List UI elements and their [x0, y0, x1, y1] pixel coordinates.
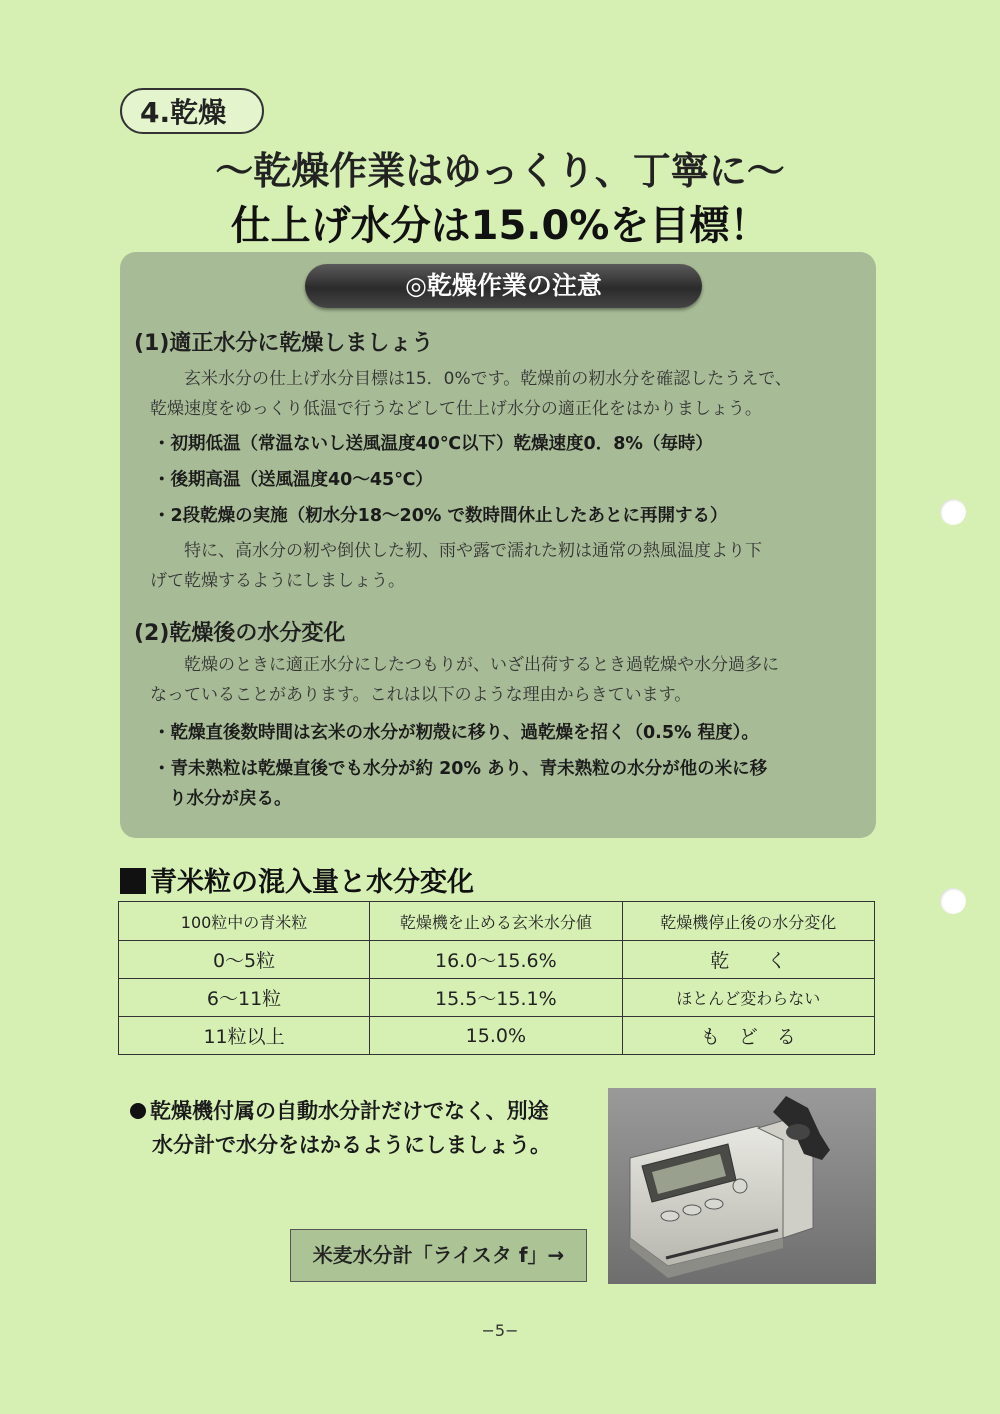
moisture-meter-image [608, 1088, 876, 1284]
panel-title: ◎乾燥作業の注意 [305, 264, 702, 308]
bullet-item: ・初期低温（常温ないし送風温度40℃以下）乾燥速度0．8%（毎時） [153, 434, 713, 454]
punch-hole-upper [940, 499, 966, 525]
table-header-row [119, 902, 875, 941]
table-title: 青米粒の混入量と水分変化 [120, 860, 474, 899]
bullet-item: ・乾燥直後数時間は玄米の水分が籾殻に移り、過乾燥を招く（0.5% 程度）。 [153, 723, 759, 743]
page-headline: 仕上げ水分は15.0%を目標！ [230, 203, 770, 249]
table-row [119, 941, 875, 979]
table-cell: 15.0% [370, 1017, 622, 1055]
section-heading-2: (2)乾燥後の水分変化 [134, 621, 346, 646]
square-bullet-icon [120, 868, 146, 894]
bullet-item: ・青未熟粒は乾燥直後でも水分が約 20% あり、青未熟粒の水分が他の米に移 り水分が戻る。 [153, 759, 768, 809]
section-2-paragraph: 乾燥のときに適正水分にしたつもりが、いざ出荷するとき過乾燥や水分過多に なっていることがあります。これは以下のような理由からきています。 [150, 655, 779, 705]
circle-bullet-icon [130, 1103, 146, 1119]
table-cell: も ど る [622, 1017, 874, 1055]
moisture-table [118, 901, 875, 1055]
section-1-paragraph-1: 玄米水分の仕上げ水分目標は15．0%です。乾燥前の籾水分を確認したうえで、 乾燥速度をゆっくり低温で行うなどして仕上げ水分の適正化をはかりましょう。 [150, 369, 792, 419]
page-subtitle: ～乾燥作業はゆっくり、丁寧に～ [215, 148, 785, 193]
table-cell: 11粒以上 [119, 1017, 370, 1055]
meter-note: 乾燥機付属の自動水分計だけでなく、別途 水分計で水分をはかるようにしましょう。 [130, 1094, 551, 1162]
table-cell: 16.0～15.6% [370, 941, 622, 979]
bullet-item: ・後期高温（送風温度40～45℃） [153, 470, 433, 490]
page-number: −5− [481, 1321, 519, 1340]
column-header: 100粒中の青米粒 [119, 902, 370, 941]
table-cell: 乾 く [622, 941, 874, 979]
table-cell: 15.5～15.1% [370, 979, 622, 1017]
bullet-item: ・2段乾燥の実施（籾水分18～20% で数時間休止したあとに再開する） [153, 506, 728, 526]
section-badge: 4.乾燥 [120, 88, 264, 134]
table-row [119, 979, 875, 1017]
meter-caption: 米麦水分計「ライスタ f」→ [290, 1229, 587, 1282]
section-heading-1: (1)適正水分に乾燥しましょう [134, 331, 434, 356]
table-cell: 0～5粒 [119, 941, 370, 979]
punch-hole-lower [940, 888, 966, 914]
table-cell: ほとんど変わらない [622, 979, 874, 1017]
table-row [119, 1017, 875, 1055]
table-cell: 6～11粒 [119, 979, 370, 1017]
section-1-paragraph-2: 特に、高水分の籾や倒伏した籾、雨や露で濡れた籾は通常の熱風温度より下 げて乾燥するようにしましょう。 [150, 541, 762, 591]
column-header: 乾燥機停止後の水分変化 [622, 902, 874, 941]
column-header: 乾燥機を止める玄米水分値 [370, 902, 622, 941]
